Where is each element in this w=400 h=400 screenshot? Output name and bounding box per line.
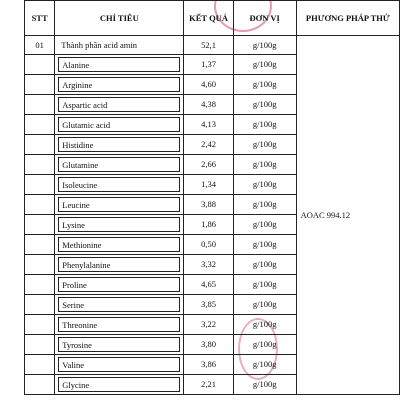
row-stt: [25, 295, 55, 315]
row-value: 3,32: [184, 255, 233, 275]
row-unit: g/100g: [233, 95, 296, 115]
row-unit: g/100g: [233, 175, 296, 195]
row-name: Glutamine: [58, 157, 180, 172]
row-name: Phenylalanine: [58, 257, 180, 272]
header-phuong-phap: PHƯƠNG PHÁP THỬ: [296, 1, 399, 36]
row-name: Tyrosine: [58, 337, 180, 352]
row-name-cell: [55, 355, 184, 375]
row-unit: g/100g: [233, 115, 296, 135]
row-stt: 01: [25, 36, 55, 55]
row-unit: g/100g: [233, 135, 296, 155]
row-name-cell: [55, 55, 184, 75]
row-stt: [25, 75, 55, 95]
row-stt: [25, 135, 55, 155]
row-name: Lysine: [58, 217, 180, 232]
row-name-cell: [55, 255, 184, 275]
row-name-cell: [55, 95, 184, 115]
row-name-cell: [55, 155, 184, 175]
row-unit: g/100g: [233, 255, 296, 275]
row-name-cell: [55, 235, 184, 255]
row-value: 3,22: [184, 315, 233, 335]
row-value: 2,42: [184, 135, 233, 155]
row-name: Alanine: [58, 57, 180, 72]
row-stt: [25, 315, 55, 335]
row-name: Aspartic acid: [58, 97, 180, 112]
row-name: Glycine: [58, 377, 180, 392]
row-name-cell: [55, 335, 184, 355]
header-chi-tieu: CHỈ TIÊU: [55, 1, 184, 36]
row-name: Threonine: [58, 317, 180, 332]
row-stt: [25, 255, 55, 275]
row-value: 4,60: [184, 75, 233, 95]
row-name-cell: [55, 36, 184, 55]
row-name: Methionine: [58, 237, 180, 252]
header-stt: STT: [25, 1, 55, 36]
row-stt: [25, 215, 55, 235]
row-unit: g/100g: [233, 335, 296, 355]
row-unit: g/100g: [233, 315, 296, 335]
row-name-cell: [55, 135, 184, 155]
row-name: Proline: [58, 277, 180, 292]
row-name-cell: [55, 195, 184, 215]
row-name: Glutamic acid: [58, 117, 180, 132]
row-stt: [25, 175, 55, 195]
row-name-cell: [55, 375, 184, 395]
row-value: 1,86: [184, 215, 233, 235]
row-name-cell: [55, 75, 184, 95]
row-name: Thành phần acid amin: [61, 39, 138, 50]
row-name: Isoleucine: [58, 177, 180, 192]
row-name: Histidine: [58, 137, 180, 152]
row-unit: g/100g: [233, 55, 296, 75]
row-value: 0,50: [184, 235, 233, 255]
row-value: 1,37: [184, 55, 233, 75]
results-table: [24, 0, 400, 395]
row-value: 4,65: [184, 275, 233, 295]
row-unit: g/100g: [233, 295, 296, 315]
row-name: Serine: [58, 297, 180, 312]
row-value: 4,38: [184, 95, 233, 115]
row-name-cell: [55, 215, 184, 235]
row-stt: [25, 235, 55, 255]
table-row: [25, 36, 400, 55]
row-name-cell: [55, 315, 184, 335]
header-don-vi: ĐƠN VỊ: [233, 1, 296, 36]
row-name: Leucine: [58, 197, 180, 212]
row-stt: [25, 375, 55, 395]
row-unit: g/100g: [233, 155, 296, 175]
row-stt: [25, 95, 55, 115]
row-unit: g/100g: [233, 235, 296, 255]
row-unit: g/100g: [233, 195, 296, 215]
header-ket-qua: KẾT QUẢ: [184, 1, 233, 36]
row-name-cell: [55, 115, 184, 135]
table-header-row: [25, 1, 400, 36]
row-unit: g/100g: [233, 75, 296, 95]
row-stt: [25, 115, 55, 135]
row-stt: [25, 55, 55, 75]
method-cell: AOAC 994.12: [296, 36, 399, 395]
row-value: 2,21: [184, 375, 233, 395]
row-unit: g/100g: [233, 375, 296, 395]
row-value: 2,66: [184, 155, 233, 175]
row-name-cell: [55, 295, 184, 315]
row-name-cell: [55, 275, 184, 295]
row-value: 1,34: [184, 175, 233, 195]
row-value: 3,88: [184, 195, 233, 215]
row-value: 3,85: [184, 295, 233, 315]
row-stt: [25, 155, 55, 175]
row-stt: [25, 275, 55, 295]
row-stt: [25, 335, 55, 355]
row-stt: [25, 195, 55, 215]
row-value: 3,86: [184, 355, 233, 375]
row-value: 4,13: [184, 115, 233, 135]
row-value: 52,1: [184, 36, 233, 55]
row-unit: g/100g: [233, 275, 296, 295]
row-unit: g/100g: [233, 215, 296, 235]
row-unit: g/100g: [233, 36, 296, 55]
row-value: 3,80: [184, 335, 233, 355]
row-stt: [25, 355, 55, 375]
row-name: Arginine: [58, 77, 180, 92]
row-unit: g/100g: [233, 355, 296, 375]
row-name-cell: [55, 175, 184, 195]
table-body: [25, 36, 400, 395]
row-name: Valine: [58, 357, 180, 372]
